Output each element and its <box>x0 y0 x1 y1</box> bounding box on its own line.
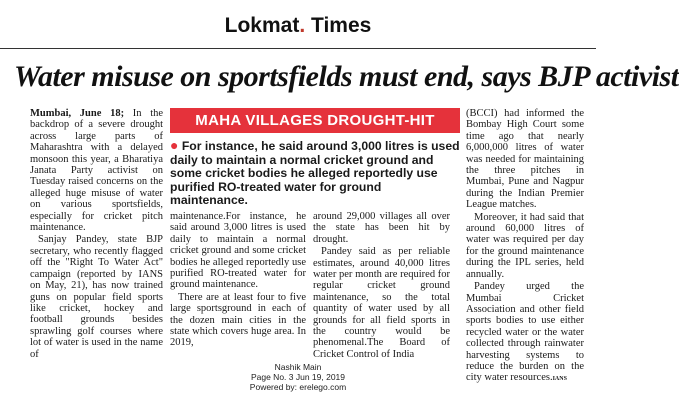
paragraph-8: Moreover, it had said that around 60,000 litres of water was required per day for the ground maintenance during the IPL series, held annually. <box>466 211 584 280</box>
column-2 <box>170 211 306 350</box>
agency-credit: IANS <box>552 376 567 383</box>
column-4 <box>466 108 584 387</box>
edition-name: Nashik Main <box>274 362 322 372</box>
bullet-icon: ● <box>170 137 179 153</box>
paragraph-9-text: Pandey urged the Mumbai Cricket Association and other field sports bodies to use either recycled water or the water collected through rainwater harvesting systems to reduce the burden on the city water resources. <box>466 281 584 384</box>
paragraph-3: maintenance.For instance, he said around 3,000 litres is used daily to maintain a normal cricket ground and some cricket bodies he alleged reportedly use purified RO-treated water for ground maintenance. <box>170 211 306 291</box>
masthead-suffix: Times <box>311 14 372 37</box>
pull-quote <box>170 139 460 208</box>
paragraph-7: (BCCI) had informed the Bombay High Court some time ago that nearly 6,000,000 litres of water was needed for maintaining the three pitches in Mumbai, Pune and Nagpur during the Indian Premier League matches. <box>466 108 584 211</box>
masthead <box>0 14 596 38</box>
paragraph-2: Sanjay Pandey, state BJP secretary, who recently flagged off the "Right To Water Act" campaign (reported by IANS on May, 21), has now trained guns on popular field sports like cricket, hockey and football grounds besides sprawling golf courses where lot of water is used in the name of <box>30 234 163 360</box>
masthead-dot: . <box>299 14 306 37</box>
masthead-name: Lokmat <box>224 14 300 37</box>
kicker-banner: MAHA VILLAGES DROUGHT-HIT <box>170 108 460 133</box>
paragraph-4: There are at least four to five large sportsground in each of the dozen main cities in the state which covers huge area. In 2019, <box>170 291 306 349</box>
masthead-rule <box>0 48 596 49</box>
highlight-box <box>170 108 460 210</box>
pull-quote-text: For instance, he said around 3,000 litres is used daily to maintain a normal cricket ground and some cricket bodies he alleged reportedly use purified RO-treated water for ground maintenance. <box>170 139 460 207</box>
dateline: Mumbai, June 18; <box>30 108 125 119</box>
column-1 <box>30 108 163 361</box>
column-3 <box>313 211 450 361</box>
headline: Water misuse on sportsfields must end, says BJP activist <box>14 60 679 93</box>
paragraph-1-text: In the backdrop of a severe drought across large parts of Maharashtra with a delayed monsoon this year, a Bharatiya Janata Party activist on Tuesday raised concerns on the alleged huge misuse of water on various sportsfields, especially for cricket pitch maintenance. <box>30 108 164 234</box>
powered-by: Powered by: erelego.com <box>249 382 347 392</box>
page-date: Page No. 3 Jun 19, 2019 <box>250 372 346 382</box>
paragraph-5: around 29,000 villages all over the state has been hit by drought. <box>313 211 450 245</box>
footer <box>0 362 596 392</box>
paragraph-1 <box>30 108 163 233</box>
paragraph-6: Pandey said as per reliable estimates, around 40,000 litres water per month are required for regular cricket ground maintenance, so the total quantity of water used by all grounds for all field sports in the country would be phenomenal.The Board of Cricket Control of India <box>313 246 450 360</box>
